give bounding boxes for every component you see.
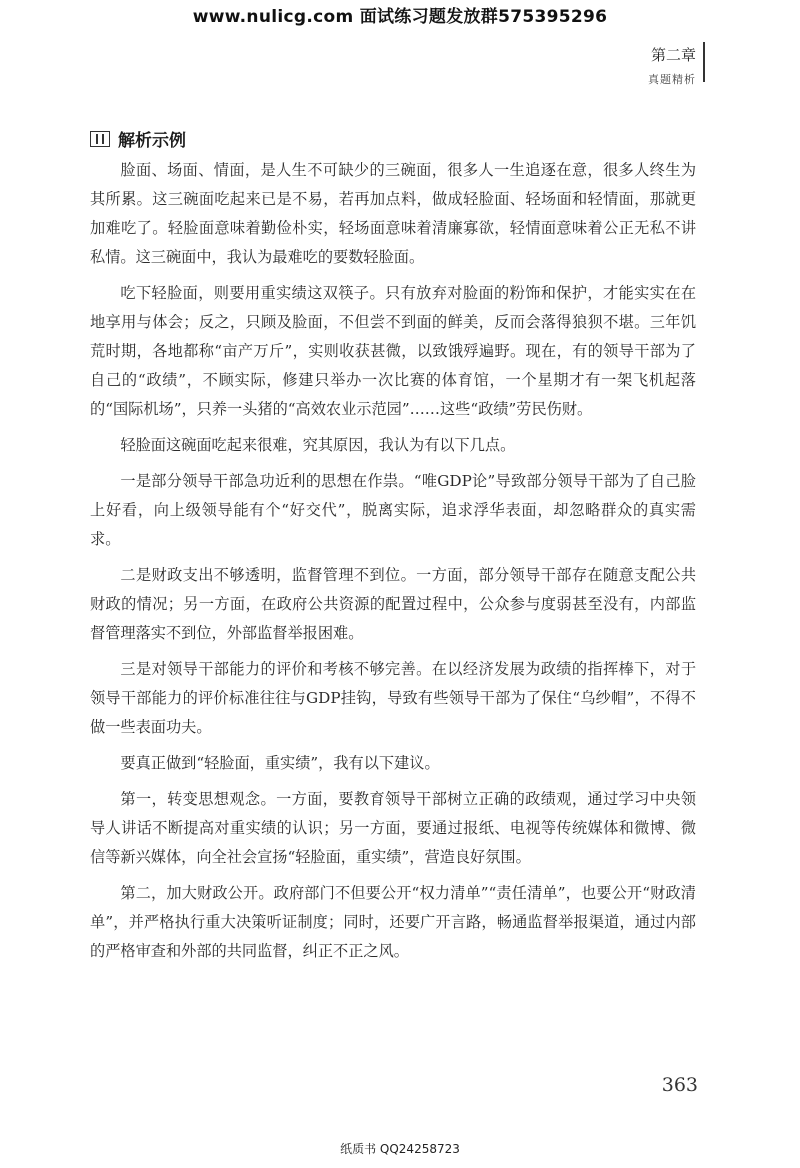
paragraph: 第一，转变思想观念。一方面，要教育领导干部树立正确的政绩观，通过学习中央领导人讲话不断提高对重实绩的认识；另一方面，要通过报纸、电视等传统媒体和微博、微信等新兴媒体，向全社会宣扬“轻脸面，重实绩”，营造良好氛围。 [90, 790, 696, 866]
chapter-header [648, 44, 696, 87]
paragraph: 轻脸面这碗面吃起来很难，究其原因，我认为有以下几点。 [120, 436, 516, 454]
paragraph: 吃下轻脸面，则要用重实绩这双筷子。只有放弃对脸面的粉饰和保护，才能实实在在地享用与体会；反之，只顾及脸面，不但尝不到面的鲜美，反而会落得狼狈不堪。三年饥荒时期，各地都称“亩产万斤”，实则收获甚微，以致饿殍遍野。现在，有的领导干部为了自己的“政绩”，不顾实际，修建只举办一次比赛的体育馆，一个星期才有一架飞机起落的“国际机场”，只养一头猪的“高效农业示范园”……这些“政绩”劳民伤财。 [90, 284, 696, 418]
paragraph: 一是部分领导干部急功近利的思想在作祟。“唯GDP论”导致部分领导干部为了自己脸上好看，向上级领导能有个“好交代”，脱离实际，追求浮华表面，却忽略群众的真实需求。 [90, 472, 696, 548]
footer-watermark: 纸质书 QQ24258723 [340, 1142, 460, 1156]
paragraph: 要真正做到“轻脸面，重实绩”，我有以下建议。 [120, 754, 440, 772]
section-heading [90, 126, 186, 151]
grid-box-icon [90, 131, 110, 147]
chapter-subtitle: 真题精析 [648, 73, 696, 86]
paragraph: 三是对领导干部能力的评价和考核不够完善。在以经济发展为政绩的指挥棒下，对于领导干部能力的评价标准往往与GDP挂钩，导致有些领导干部为了保住“乌纱帽”，不得不做一些表面功夫。 [90, 660, 696, 736]
page-number: 363 [661, 1074, 698, 1096]
paragraph: 脸面、场面、情面，是人生不可缺少的三碗面，很多人一生追逐在意，很多人终生为其所累。这三碗面吃起来已是不易，若再加点料，做成轻脸面、轻场面和轻情面，那就更加难吃了。轻脸面意味着勤俭朴实，轻场面意味着清廉寡欲，轻情面意味着公正无私不讲私情。这三碗面中，我认为最难吃的要数轻脸面。 [90, 161, 696, 266]
paragraph: 第二，加大财政公开。政府部门不但要公开“权力清单”“责任清单”，也要公开“财政清单”，并严格执行重大决策听证制度；同时，还要广开言路，畅通监督举报渠道，通过内部的严格审查和外部的共同监督，纠正不正之风。 [90, 884, 696, 960]
section-title: 解析示例 [118, 131, 186, 151]
paragraph: 二是财政支出不够透明，监督管理不到位。一方面，部分领导干部存在随意支配公共财政的情况；另一方面，在政府公共资源的配置过程中，公众参与度弱甚至没有，内部监督管理落实不到位，外部监督举报困难。 [90, 566, 696, 642]
header-divider [703, 42, 705, 82]
chapter-title: 第二章 [650, 46, 696, 64]
watermark-banner: www.nulicg.com 面试练习题发放群575395296 [192, 7, 608, 27]
body-text [90, 156, 696, 973]
